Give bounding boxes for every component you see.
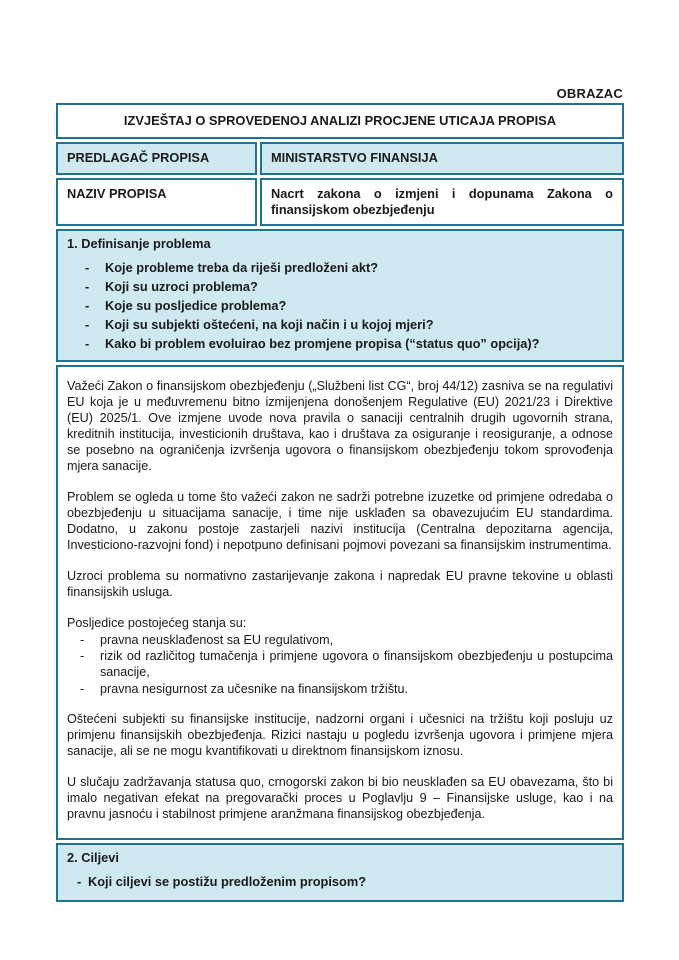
list-item <box>67 277 613 296</box>
proposer-label: PREDLAGAČ PROPISA <box>56 142 257 174</box>
consequence-list <box>67 632 613 697</box>
list-item <box>67 632 613 648</box>
dash-bullet: - <box>85 335 90 351</box>
report-title: IZVJEŠTAJ O SPROVEDENOJ ANALIZI PROCJENE UTICAJA PROPISA <box>123 113 557 128</box>
list-item <box>67 872 613 891</box>
section-1-question-list <box>67 258 613 353</box>
section-2-question-list <box>67 872 613 891</box>
report-table <box>56 103 624 905</box>
section-1-heading: 1. Definisanje problema <box>67 236 211 252</box>
list-item-text: rizik od različitog tumačenja i primjene ugovora o finansijskom obezbjeđenju u postupcima sanacije, <box>100 649 613 680</box>
dash-bullet: - <box>85 278 90 294</box>
proposer-row <box>56 142 624 174</box>
problem-analysis-cell <box>56 365 624 840</box>
body-paragraph: Uzroci problema su normativno zastarijevanje zakona i napredak EU pravne tekovine u oblasti finansijskih usluga. <box>67 568 613 599</box>
list-item-text: pravna neusklađenost sa EU regulativom, <box>100 632 334 647</box>
list-item-text: Koji su uzroci problema? <box>105 278 258 294</box>
body-paragraph: Oštećeni subjekti su finansijske institucije, nadzorni organi i učesnici na tržištu koji posluju uz primjenu finansijskih obezbjeđenja. Rizici nastaju u pogledu izvršenja ugovora i primjene mjera sanacije, ali se ne mogu kvantifikovati u direktnom finansijskom iznosu. <box>67 712 613 759</box>
proposer-value: MINISTARSTVO FINANSIJA <box>260 142 624 174</box>
list-item-text: Koji ciljevi se postižu predloženim propisom? <box>88 873 367 889</box>
form-type-label: OBRAZAC <box>556 86 623 101</box>
body-paragraph: U slučaju zadržavanja statusa quo, crnogorski zakon bi bio neusklađen sa EU obavezama, što bi imalo negativan efekat na pregovarački proces u Poglavlju 9 – Finansijske usluge, kao i na pravnu jasnoću i stabilnost primjene aranžmana finansijskog obezbjeđenja. <box>67 775 613 822</box>
list-item-text: Koje probleme treba da riješi predloženi akt? <box>105 259 379 275</box>
problem-analysis-text <box>67 379 613 823</box>
dash-bullet: - <box>80 649 85 664</box>
body-paragraph: Posljedice postojećeg stanja su: <box>67 615 247 630</box>
dash-bullet: - <box>85 316 90 332</box>
list-item <box>67 648 613 681</box>
section-2-heading: 2. Ciljevi <box>67 850 119 866</box>
list-item-text: Kako bi problem evoluirao bez promjene propisa (“status quo” opcija)? <box>105 335 540 351</box>
dash-bullet: - <box>85 259 90 275</box>
section-problem-definition <box>56 229 624 362</box>
list-item <box>67 258 613 277</box>
section-goals <box>56 843 624 902</box>
regulation-name-label: NAZIV PROPISA <box>56 178 257 227</box>
dash-bullet: - <box>80 632 85 647</box>
list-item-text: Koji su subjekti oštećeni, na koji način i u kojoj mjeri? <box>105 316 434 332</box>
list-item-text: Koje su posljedice problema? <box>105 297 287 313</box>
table-title-row <box>56 103 624 139</box>
list-item-text: pravna nesigurnost za učesnike na finansijskom tržištu. <box>100 681 408 696</box>
regulation-name-row <box>56 178 624 227</box>
list-item <box>67 296 613 315</box>
list-item <box>67 334 613 353</box>
body-paragraph: Problem se ogleda u tome što važeći zakon ne sadrži potrebne izuzetke od primjene odredaba o obezbjeđenju u situacijama sanacije, i time nije usklađen sa obavezujućim EU standardima. Dodatno, u zakonu postoje zastarjeli nazivi institucija (Centralna depozitarna agencija, Investiciono-razvojni fond) i nepotpuno definisani pojmovi povezani sa finansijskim instrumentima. <box>67 489 613 552</box>
list-item <box>67 315 613 334</box>
dash-bullet: - <box>85 297 90 313</box>
list-item <box>67 681 613 697</box>
dash-bullet: - <box>77 873 82 889</box>
dash-bullet: - <box>80 681 85 696</box>
body-paragraph: Važeći Zakon o finansijskom obezbjeđenju („Službeni list CG“, broj 44/12) zasniva se na regulativi EU koja je u međuvremenu bitno izmijenjena donošenjem Regulative (EU) 2021/23 i Direktive (EU) 2025/1. Ove izmjene uvode nova pravila o sanaciji centralnih drugih ugovornih strana, kreditnih institucija, investicionih društava, kao i društava za osiguranje i reosiguranje, a odnose se posebno na ograničenja izvršenja ugovora o finansijskom obezbjeđenju tokom sprovođenja mjera sanacije. <box>67 378 613 473</box>
regulation-name-value: Nacrt zakona o izmjeni i dopunama Zakona o finansijskom obezbjeđenju <box>260 178 624 227</box>
